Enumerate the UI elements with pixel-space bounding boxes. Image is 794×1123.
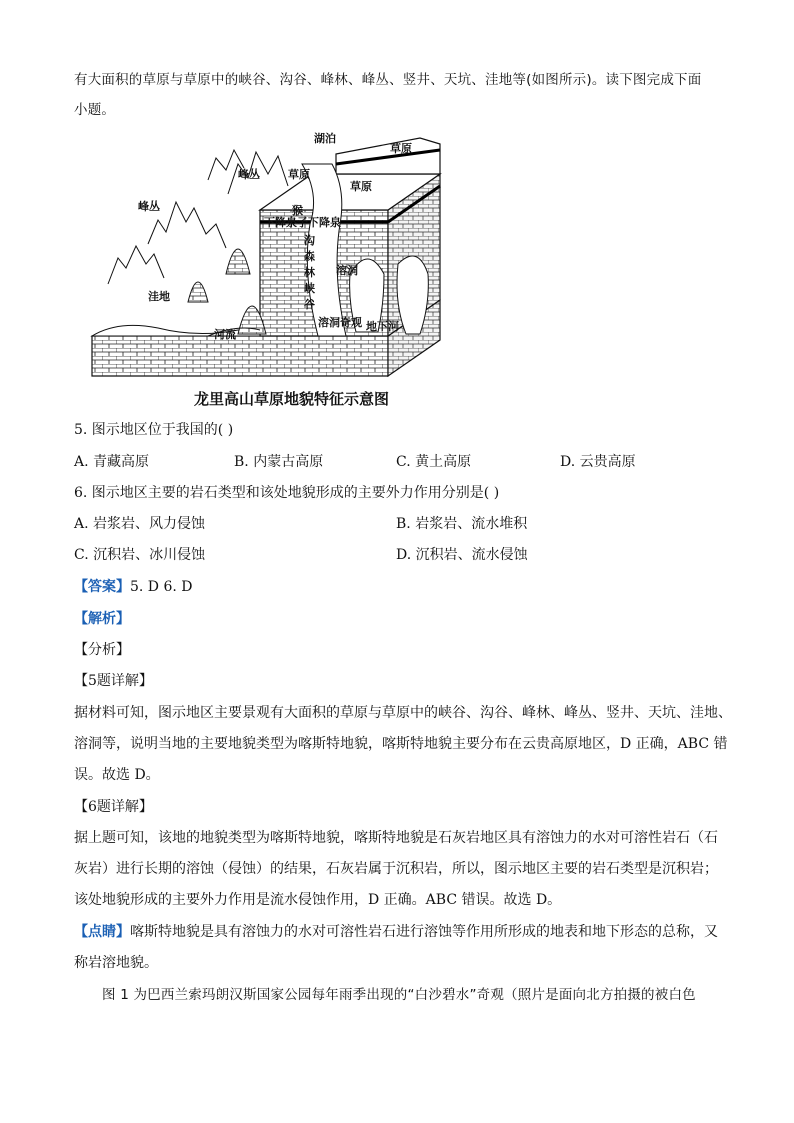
label-cave: 溶洞 xyxy=(336,264,358,277)
label-gorge-3: 林 xyxy=(304,266,315,279)
d6-line-3: 该处地貌形成的主要外力作用是流水侵蚀作用，D 正确。ABC 错误。故选 D。 xyxy=(74,892,562,908)
intro-line-1: 有大面积的草原与草原中的峡谷、沟谷、峰林、峰丛、竖井、天坑、洼地等(如图所示)。读下图完成下面 xyxy=(74,72,702,88)
jiexi-heading: 【解析】 xyxy=(74,611,130,627)
label-gorge-2: 森 xyxy=(304,250,315,263)
q6-stem: 6. 图示地区主要的岩石类型和该处地貌形成的主要外力作用分别是( ) xyxy=(74,485,500,501)
karst-landform-diagram xyxy=(88,124,456,382)
answer-line xyxy=(74,577,193,597)
d6-line-2: 灰岩）进行长期的溶蚀（侵蚀）的结果，石灰岩属于沉积岩，所以，图示地区主要的岩石类型是沉积岩； xyxy=(74,861,718,877)
q5-option-d: D. 云贵高原 xyxy=(560,454,636,470)
label-hou: 猴 xyxy=(292,204,303,217)
d6-line-1: 据上题可知，该地的地貌类型为喀斯特地貌，喀斯特地貌是石灰岩地区具有溶蚀力的水对可溶性岩石（石 xyxy=(74,830,718,846)
q5-option-a: A. 青藏高原 xyxy=(74,454,150,470)
d5-line-2: 溶洞等，说明当地的主要地貌类型为喀斯特地貌，喀斯特地貌主要分布在云贵高原地区，D 正确，ABC 错 xyxy=(74,736,728,752)
d5-heading: 【5题详解】 xyxy=(74,673,153,689)
label-grassland-2: 草原 xyxy=(350,180,372,193)
q5-option-c: C. 黄土高原 xyxy=(396,454,472,470)
q5-stem: 5. 图示地区位于我国的( ) xyxy=(74,422,234,438)
q6-option-a: A. 岩浆岩、风力侵蚀 xyxy=(74,516,206,532)
label-fengcong-left: 峰丛 xyxy=(138,200,160,213)
label-river: 河流 xyxy=(214,328,236,341)
d5-line-1: 据材料可知，图示地区主要景观有大面积的草原与草原中的峡谷、沟谷、峰林、峰丛、竖井、天坑、洼地、 xyxy=(74,705,732,721)
answer-tag: 【答案】 xyxy=(74,579,130,595)
d6-heading: 【6题详解】 xyxy=(74,799,153,815)
dianjing-line-2: 称岩溶地貌。 xyxy=(74,955,158,971)
q6-option-b: B. 岩浆岩、流水堆积 xyxy=(396,516,528,532)
label-lake: 湖泊 xyxy=(314,132,336,145)
label-grassland-3: 草原 xyxy=(288,168,310,181)
answer-text: 5. D 6. D xyxy=(130,579,193,595)
figure-caption: 龙里高山草原地貌特征示意图 xyxy=(194,390,390,408)
intro-line-2: 小题。 xyxy=(74,102,116,118)
label-gorge-4: 峡 xyxy=(304,282,315,295)
dianjing-tag: 【点睛】 xyxy=(74,924,130,940)
label-gorge-1: 沟 xyxy=(304,234,315,247)
label-fengcong-top: 峰丛 xyxy=(238,168,260,181)
dianjing-text-1: 喀斯特地貌是具有溶蚀力的水对可溶性岩石进行溶蚀等作用所形成的地表和地下形态的总称，又 xyxy=(130,924,718,940)
label-springs: 下降泉子下降泉 xyxy=(264,216,341,229)
q6-option-d: D. 沉积岩、流水侵蚀 xyxy=(396,547,528,563)
label-grassland-1: 草原 xyxy=(390,142,412,155)
label-underground-river: 地下河 xyxy=(366,320,399,333)
d5-line-3: 误。故选 D。 xyxy=(74,767,160,783)
label-depression: 洼地 xyxy=(148,290,170,303)
q6-option-c: C. 沉积岩、冰川侵蚀 xyxy=(74,547,206,563)
q5-option-b: B. 内蒙古高原 xyxy=(234,454,324,470)
dianjing-line-1 xyxy=(74,922,718,942)
next-paragraph-line: 图 1 为巴西兰索玛朗汉斯国家公园每年雨季出现的“白沙碧水”奇观（照片是面向北方拍摄的被白色 xyxy=(102,987,696,1003)
fenxi-heading: 【分析】 xyxy=(74,642,130,658)
label-gorge-5: 谷 xyxy=(304,298,315,311)
label-cave-wonder: 溶洞奇观 xyxy=(318,316,362,329)
